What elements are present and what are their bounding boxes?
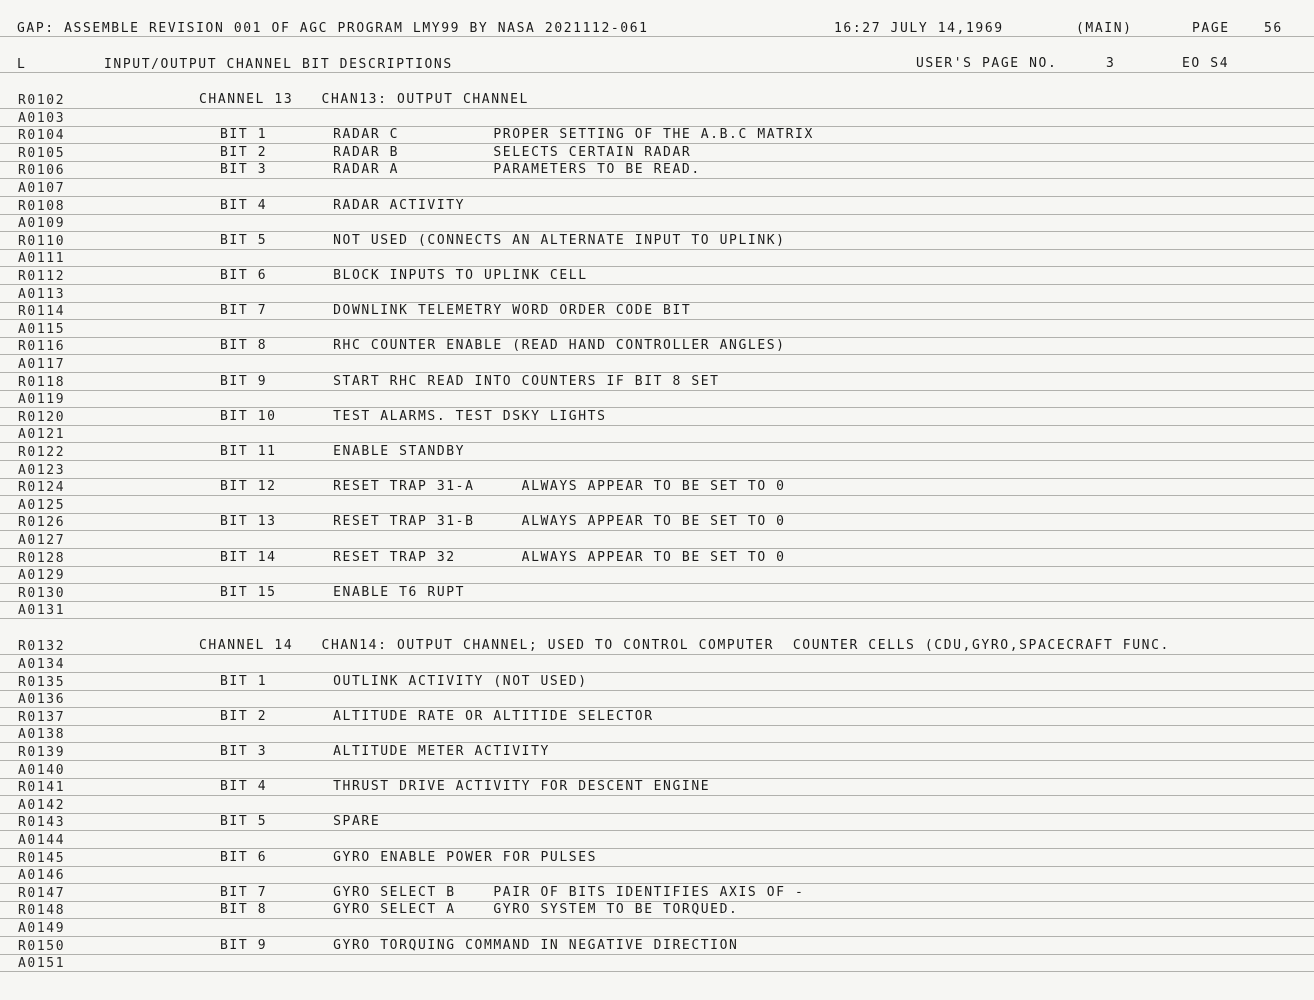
- subheader-line-type: L: [17, 57, 27, 72]
- ruled-line: [0, 760, 1314, 761]
- bit-description: BIT 9 START RHC READ INTO COUNTERS IF BIT 8 SET: [220, 374, 720, 389]
- ruled-line: [0, 601, 1314, 602]
- line-label: A0113: [18, 287, 66, 302]
- line-label: A0103: [18, 111, 66, 126]
- line-label: A0136: [18, 692, 66, 707]
- line-label: R0120: [18, 410, 66, 425]
- line-label: A0109: [18, 216, 66, 231]
- line-label: R0118: [18, 375, 66, 390]
- bit-description: BIT 2 RADAR B SELECTS CERTAIN RADAR: [220, 145, 692, 160]
- ruled-line: [0, 460, 1314, 461]
- channel-heading: CHANNEL 13 CHAN13: OUTPUT CHANNEL: [199, 92, 529, 107]
- bit-description: BIT 7 DOWNLINK TELEMETRY WORD ORDER CODE BIT: [220, 303, 692, 318]
- ruled-line: [0, 266, 1314, 267]
- line-label: A0115: [18, 322, 66, 337]
- line-label: R0124: [18, 480, 66, 495]
- line-label: A0129: [18, 568, 66, 583]
- line-label: A0131: [18, 603, 66, 618]
- ruled-line: [0, 425, 1314, 426]
- bit-description: BIT 6 GYRO ENABLE POWER FOR PULSES: [220, 850, 598, 865]
- ruled-line: [0, 618, 1314, 619]
- ruled-line: [0, 725, 1314, 726]
- line-label: R0132: [18, 639, 66, 654]
- bit-description: BIT 3 ALTITUDE METER ACTIVITY: [220, 744, 550, 759]
- line-label: R0135: [18, 675, 66, 690]
- ruled-line: [0, 108, 1314, 109]
- line-label: R0145: [18, 851, 66, 866]
- ruled-line: [0, 249, 1314, 250]
- line-label: R0105: [18, 146, 66, 161]
- ruled-line: [0, 196, 1314, 197]
- ruled-line: [0, 284, 1314, 285]
- line-label: R0122: [18, 445, 66, 460]
- line-label: A0151: [18, 956, 66, 971]
- line-label: R0150: [18, 939, 66, 954]
- users-page-label: USER'S PAGE NO.: [916, 56, 1058, 71]
- ruled-line: [0, 143, 1314, 144]
- line-label: A0134: [18, 657, 66, 672]
- page-code: EO S4: [1182, 56, 1230, 71]
- line-label: R0102: [18, 93, 66, 108]
- ruled-line: [0, 936, 1314, 937]
- bit-description: BIT 4 RADAR ACTIVITY: [220, 198, 466, 213]
- line-label: A0121: [18, 427, 66, 442]
- header-section: (MAIN): [1076, 21, 1133, 36]
- bit-description: BIT 1 RADAR C PROPER SETTING OF THE A.B.C MATRIX: [220, 127, 814, 142]
- ruled-line: [0, 707, 1314, 708]
- line-label: A0142: [18, 798, 66, 813]
- line-label: A0111: [18, 251, 66, 266]
- line-label: R0104: [18, 128, 66, 143]
- bit-description: BIT 14 RESET TRAP 32 ALWAYS APPEAR TO BE SET TO 0: [220, 550, 786, 565]
- bit-description: BIT 2 ALTITUDE RATE OR ALTITIDE SELECTOR: [220, 709, 654, 724]
- line-label: R0110: [18, 234, 66, 249]
- bit-description: BIT 11 ENABLE STANDBY: [220, 444, 466, 459]
- bit-description: BIT 15 ENABLE T6 RUPT: [220, 585, 466, 600]
- bit-description: BIT 8 GYRO SELECT A GYRO SYSTEM TO BE TORQUED.: [220, 902, 739, 917]
- line-label: A0123: [18, 463, 66, 478]
- ruled-line: [0, 830, 1314, 831]
- bit-description: BIT 10 TEST ALARMS. TEST DSKY LIGHTS: [220, 409, 607, 424]
- line-label: R0112: [18, 269, 66, 284]
- ruled-line: [0, 372, 1314, 373]
- ruled-line: [0, 36, 1314, 37]
- ruled-line: [0, 848, 1314, 849]
- ruled-line: [0, 178, 1314, 179]
- ruled-line: [0, 390, 1314, 391]
- ruled-line: [0, 866, 1314, 867]
- line-label: R0137: [18, 710, 66, 725]
- header-timestamp: 16:27 JULY 14,1969: [834, 21, 1004, 36]
- line-label: R0148: [18, 903, 66, 918]
- line-label: R0143: [18, 815, 66, 830]
- ruled-line: [0, 442, 1314, 443]
- header-page-label: PAGE: [1192, 21, 1230, 36]
- bit-description: BIT 12 RESET TRAP 31-A ALWAYS APPEAR TO BE SET TO 0: [220, 479, 786, 494]
- ruled-line: [0, 742, 1314, 743]
- ruled-line: [0, 672, 1314, 673]
- line-label: A0149: [18, 921, 66, 936]
- line-label: R0108: [18, 199, 66, 214]
- ruled-line: [0, 354, 1314, 355]
- ruled-line: [0, 530, 1314, 531]
- line-label: R0126: [18, 515, 66, 530]
- ruled-line: [0, 548, 1314, 549]
- line-label: A0119: [18, 392, 66, 407]
- line-label: A0125: [18, 498, 66, 513]
- line-label: R0116: [18, 339, 66, 354]
- ruled-line: [0, 813, 1314, 814]
- line-label: A0117: [18, 357, 66, 372]
- ruled-line: [0, 214, 1314, 215]
- ruled-line: [0, 72, 1314, 73]
- ruled-line: [0, 583, 1314, 584]
- header-title: GAP: ASSEMBLE REVISION 001 OF AGC PROGRAM LMY99 BY NASA 2021112-061: [17, 21, 649, 36]
- ruled-line: [0, 690, 1314, 691]
- line-label: A0144: [18, 833, 66, 848]
- ruled-line: [0, 566, 1314, 567]
- line-label: A0146: [18, 868, 66, 883]
- line-label: R0139: [18, 745, 66, 760]
- ruled-line: [0, 654, 1314, 655]
- ruled-line: [0, 918, 1314, 919]
- line-label: R0106: [18, 163, 66, 178]
- bit-description: BIT 5 NOT USED (CONNECTS AN ALTERNATE INPUT TO UPLINK): [220, 233, 786, 248]
- bit-description: BIT 1 OUTLINK ACTIVITY (NOT USED): [220, 674, 588, 689]
- bit-description: BIT 9 GYRO TORQUING COMMAND IN NEGATIVE DIRECTION: [220, 938, 739, 953]
- line-label: A0127: [18, 533, 66, 548]
- line-label: R0128: [18, 551, 66, 566]
- bit-description: BIT 5 SPARE: [220, 814, 381, 829]
- line-label: A0140: [18, 763, 66, 778]
- channel-heading: CHANNEL 14 CHAN14: OUTPUT CHANNEL; USED TO CONTROL COMPUTER COUNTER CELLS (CDU,GYRO,SPACECRAFT FUNC.: [199, 638, 1170, 653]
- ruled-line: [0, 319, 1314, 320]
- line-label: R0114: [18, 304, 66, 319]
- bit-description: BIT 6 BLOCK INPUTS TO UPLINK CELL: [220, 268, 588, 283]
- bit-description: BIT 7 GYRO SELECT B PAIR OF BITS IDENTIFIES AXIS OF -: [220, 885, 805, 900]
- ruled-line: [0, 495, 1314, 496]
- ruled-line: [0, 883, 1314, 884]
- line-label: A0107: [18, 181, 66, 196]
- ruled-line: [0, 407, 1314, 408]
- bit-description: BIT 8 RHC COUNTER ENABLE (READ HAND CONTROLLER ANGLES): [220, 338, 786, 353]
- line-label: A0138: [18, 727, 66, 742]
- bit-description: BIT 4 THRUST DRIVE ACTIVITY FOR DESCENT ENGINE: [220, 779, 711, 794]
- ruled-line: [0, 954, 1314, 955]
- header-page-number: 56: [1264, 21, 1283, 36]
- line-label: R0147: [18, 886, 66, 901]
- ruled-line: [0, 231, 1314, 232]
- subheader-heading: INPUT/OUTPUT CHANNEL BIT DESCRIPTIONS: [104, 57, 453, 72]
- users-page-number: 3: [1106, 56, 1116, 71]
- bit-description: BIT 3 RADAR A PARAMETERS TO BE READ.: [220, 162, 701, 177]
- bit-description: BIT 13 RESET TRAP 31-B ALWAYS APPEAR TO BE SET TO 0: [220, 514, 786, 529]
- line-label: R0141: [18, 780, 66, 795]
- ruled-line: [0, 971, 1314, 972]
- ruled-line: [0, 795, 1314, 796]
- line-label: R0130: [18, 586, 66, 601]
